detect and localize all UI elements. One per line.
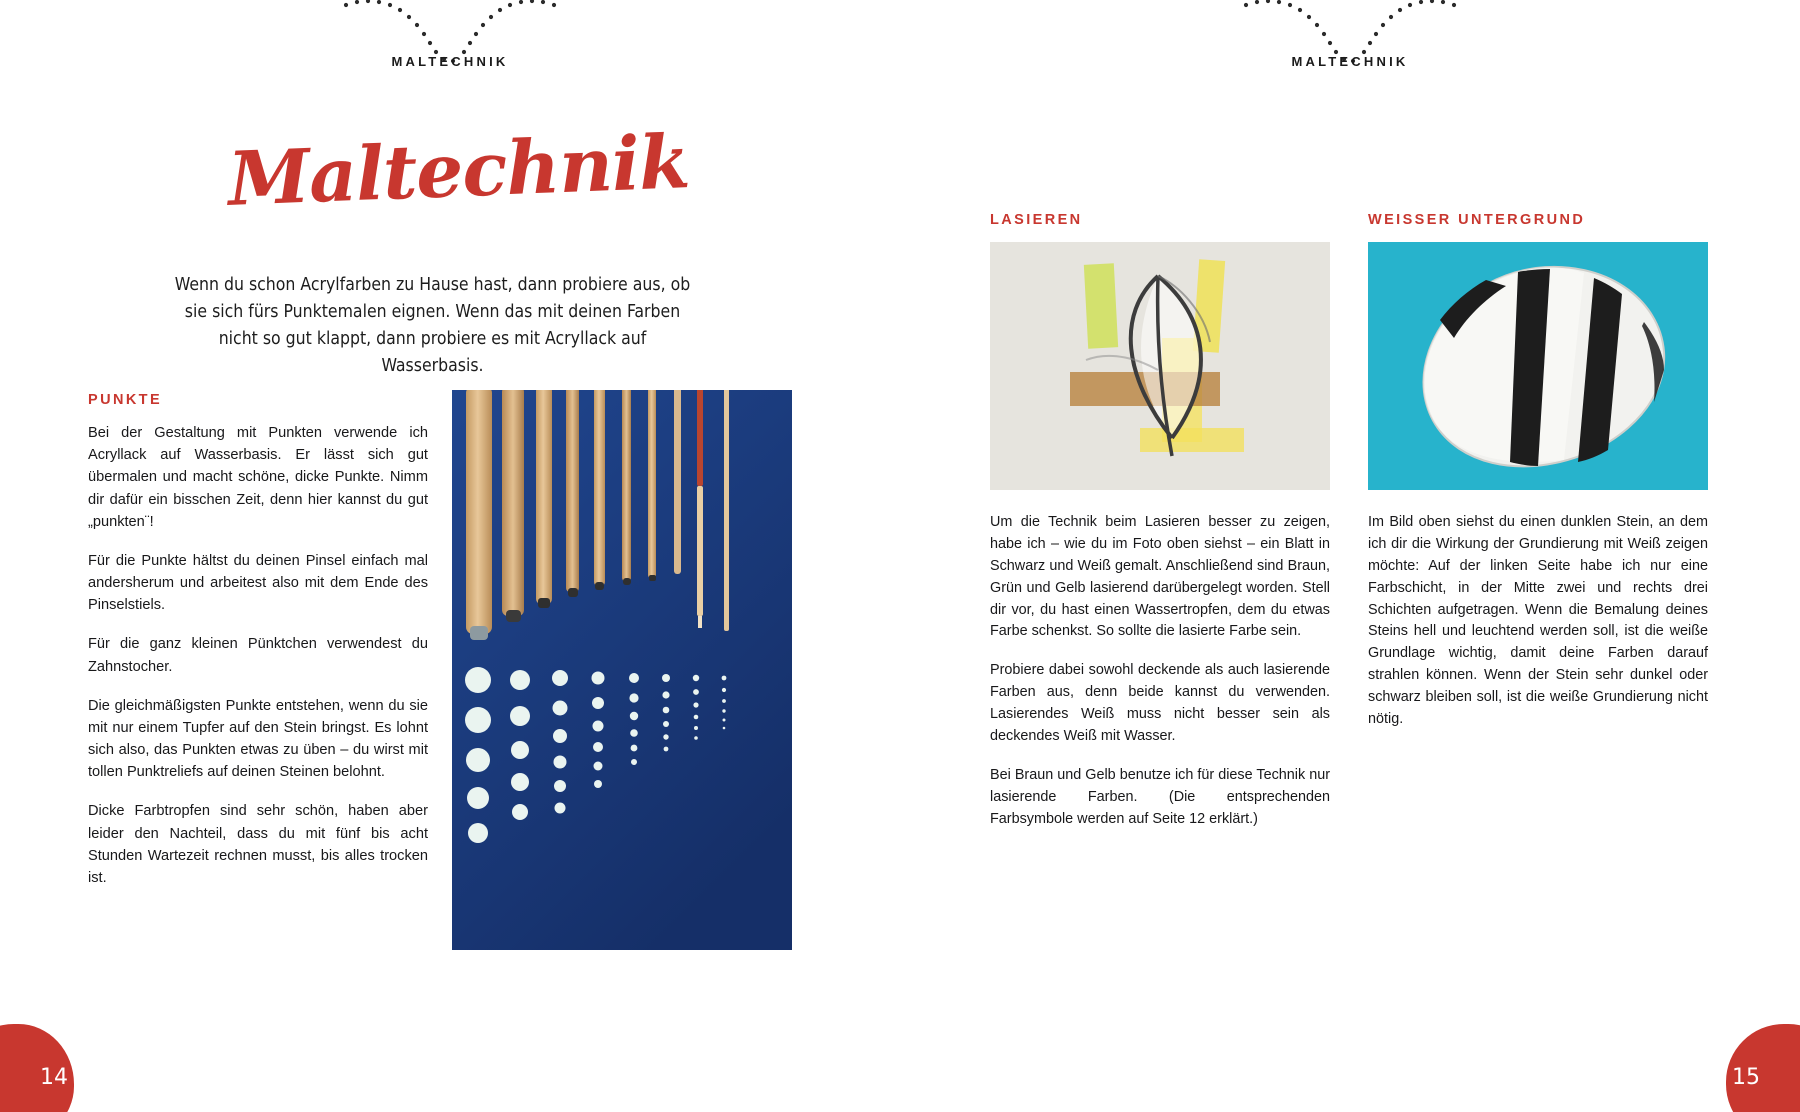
page-title: Maltechnik [226,119,691,223]
page-number-left [0,1020,104,1112]
paragraph: Für die Punkte hältst du deinen Pinsel einfach mal andersherum und arbeitest also mit dem Ende des Pinselstiels. [88,552,428,614]
running-head-label-left: MALTECHNIK [391,54,509,69]
weisser-untergrund-body [1368,512,1708,731]
page-number-right [1696,1020,1800,1112]
paragraph: Dicke Farbtropfen sind sehr schön, haben aber leider den Nachteil, dass du mit fünf bis acht Stunden Wartezeit rechnen musst, bis alles trocken ist. [88,803,428,886]
page-number-text-right: 15 [1732,1065,1760,1090]
running-head-right [1200,0,1500,72]
punkte-column [88,392,428,889]
intro-paragraph: Wenn du schon Acrylfarben zu Hause hast, dann probiere aus, ob sie sich fürs Punktemalen eignen. Wenn das mit deinen Farben nicht so gut klappt, dann probiere es mit Acryllack auf Wasserbasis. [174,275,691,377]
paragraph: Im Bild oben siehst du einen dunklen Stein, an dem ich dir die Wirkung der Grundierung mit Weiß zeigen möchte: Auf der linken Seite habe ich nur eine Farbschicht, in der Mitte zwei und rechts drei Schichten aufgetragen. Wenn die Bemalung deines Steins hell und leuchtend werden soll, ist die weiße Grundlage wichtig, damit deine Farben darauf strahlen können. Wenn der Stein sehr dunkel oder schwarz bleiben soll, ist die weiße Grundierung nicht nötig. [1368,514,1708,728]
striped-stone-photo [1368,242,1708,490]
weisser-untergrund-column [1368,212,1708,731]
paragraph: Um die Technik beim Lasieren besser zu zeigen, habe ich – wie du im Foto oben siehst – ein Blatt in Schwarz und Weiß gemalt. Anschließend sind Braun, Grün und Gelb lasierend darübergelegt worden. Stell dir vor, du hast einen Wassertropfen, dem du etwas Farbe schenkst. So sollte die lasierte Farbe sein. [990,514,1330,640]
right-page [900,0,1800,1112]
section-heading-punkte: PUNKTE [88,392,163,408]
paragraph: Bei Braun und Gelb benutze ich für diese Technik nur lasierende Farben. (Die entsprechenden Farbsymbole werden auf Seite 12 erklärt.) [990,766,1330,827]
section-heading-weisser-untergrund: WEISSER UNTERGRUND [1368,212,1586,228]
brushes-photo-graphic [452,390,792,950]
page-number-text-left: 14 [40,1065,68,1090]
running-head-left [300,0,600,72]
brushes-and-dots-photo [452,390,792,950]
paragraph: Bei der Gestaltung mit Punkten verwende ich Acryllack auf Wasserbasis. Er lässt sich gut übermalen und macht schöne, dicke Punkte. Nimm dir dafür ein bisschen Zeit, denn hier kannst du gut „punkten¨! [88,425,428,530]
running-head-label-right: MALTECHNIK [1291,54,1409,69]
glazed-leaf-painting-photo [990,242,1330,490]
lasieren-body [990,512,1330,831]
section-heading-lasieren: LASIEREN [990,212,1083,228]
paragraph: Die gleichmäßigsten Punkte entstehen, wenn du sie mit nur einem Tupfer auf den Stein bringst. Es lohnt sich also, das Punkten etwas zu üben – du wirst mit tollen Punktreliefs auf deinen Steinen belohnt. [88,697,428,781]
lasieren-column [990,212,1330,831]
paragraph: Probiere dabei sowohl deckende als auch lasierende Farben aus, denn beide kannst du verwenden. Lasierendes Weiß muss nicht besser sein als deckendes Weiß mit Wasser. [990,662,1330,745]
leaf-painting-graphic [990,242,1330,490]
stone-graphic [1368,242,1708,490]
paragraph: Für die ganz kleinen Pünktchen verwendest du Zahnstocher. [88,636,428,675]
punkte-body [88,422,428,889]
